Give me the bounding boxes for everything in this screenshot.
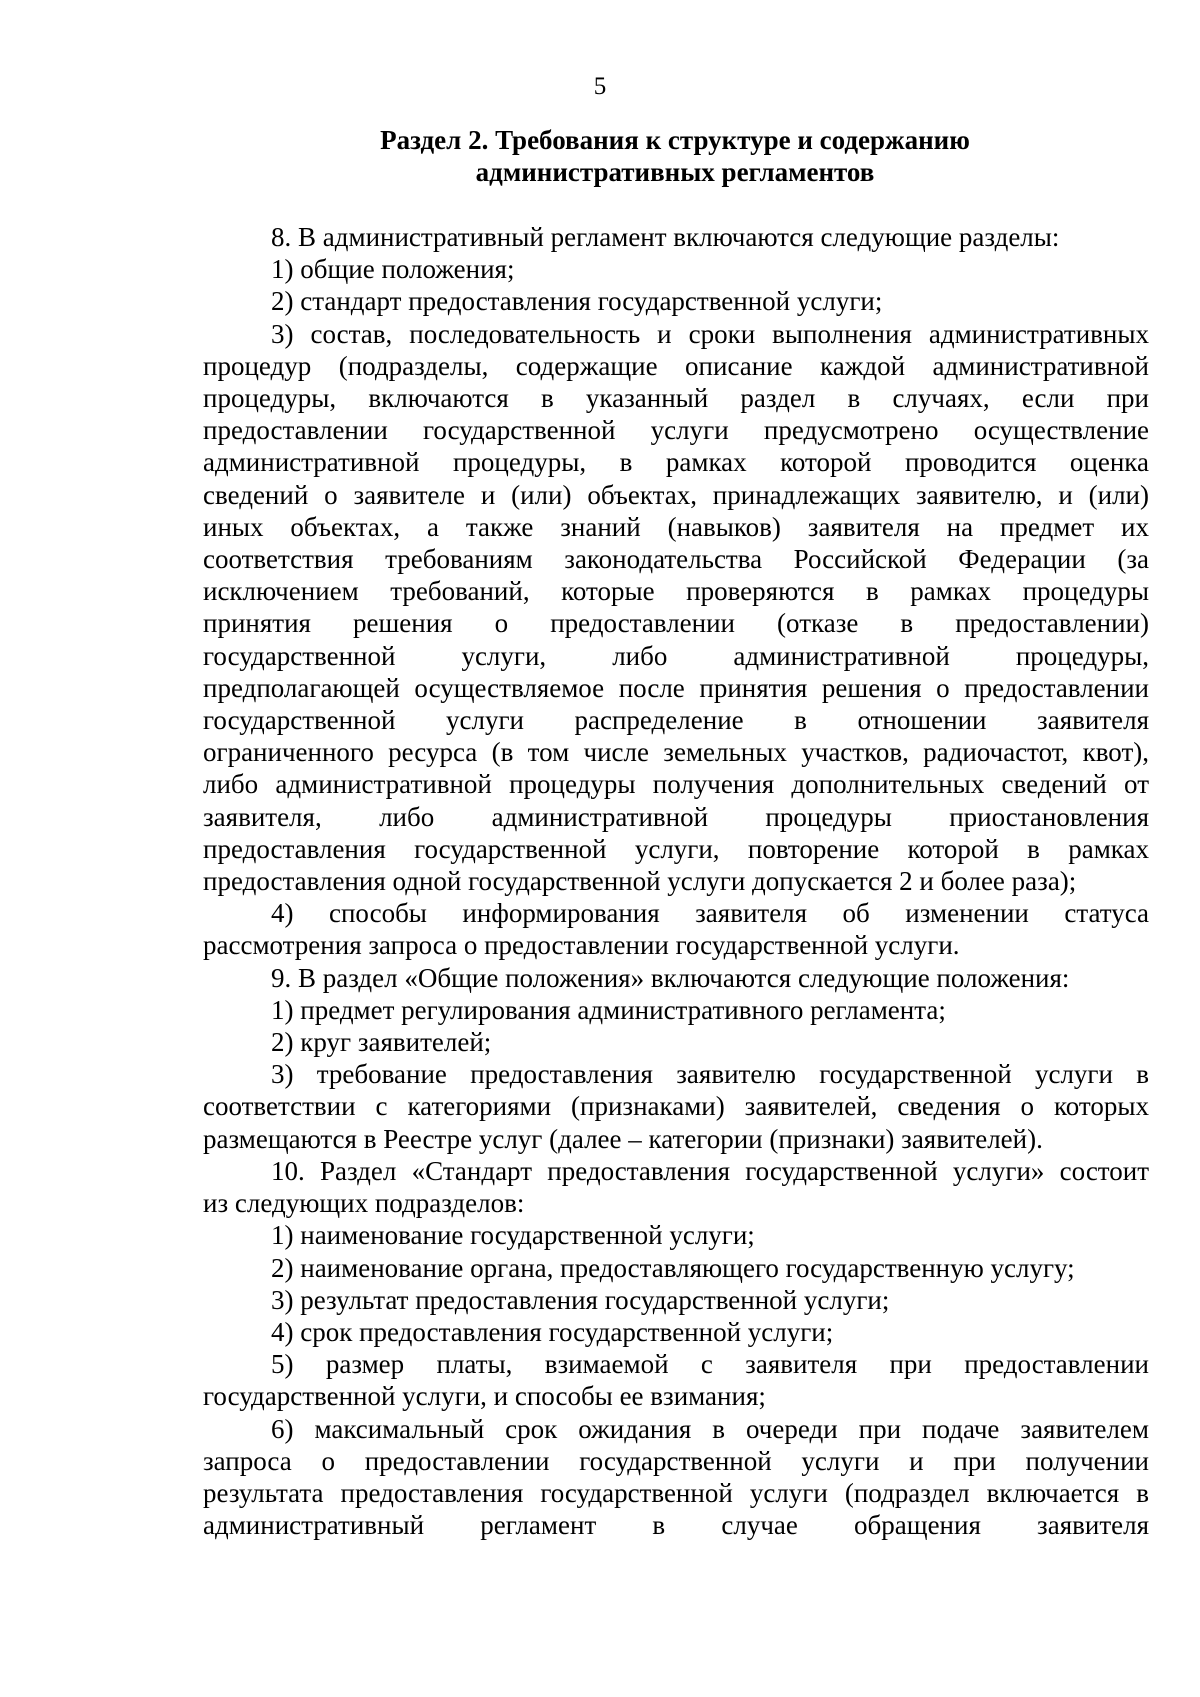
- text-line: 4) способы информирования заявителя об изменении статуса: [271, 898, 1149, 929]
- text-line: результата предоставления государственной услуги (подраздел включается в: [203, 1477, 1149, 1508]
- text-line: сведений о заявителе и (или) объектах, принадлежащих заявителю, и (или): [203, 479, 1149, 510]
- text-line: 8. В административный регламент включаются следующие разделы:: [271, 222, 1060, 252]
- text-line: 2) наименование органа, предоставляющего государственную услугу;: [271, 1252, 1075, 1283]
- text-line: из следующих подразделов:: [203, 1188, 525, 1219]
- text-line: 2) круг заявителей;: [271, 1027, 492, 1058]
- text-line: административной процедуры, в рамках которой проводится оценка: [203, 447, 1149, 478]
- text-line: 3) требование предоставления заявителю государственной услуги в: [271, 1059, 1149, 1090]
- text-line: принятия решения о предоставлении (отказе в предоставлении): [203, 608, 1149, 639]
- text-line: 1) общие положения;: [271, 254, 515, 285]
- text-line: предоставления государственной услуги, повторение которой в рамках: [203, 833, 1149, 864]
- text-line: 1) наименование государственной услуги;: [271, 1220, 755, 1251]
- text-line: 2) стандарт предоставления государственной услуги;: [271, 286, 883, 317]
- document-body: [203, 221, 1149, 1541]
- text-line: предоставления одной государственной услуги допускается 2 и более раза);: [203, 866, 1077, 897]
- text-line: иных объектах, а также знаний (навыков) заявителя на предмет их: [203, 511, 1149, 542]
- text-line: запроса о предоставлении государственной услуги и при получении: [203, 1445, 1149, 1476]
- text-line: предоставлении государственной услуги предусмотрено осуществление: [203, 415, 1149, 446]
- text-line: ограниченного ресурса (в том числе земельных участков, радиочастот, квот),: [203, 737, 1149, 768]
- section-heading-line-1: Раздел 2. Требования к структуре и содержанию: [380, 125, 970, 155]
- text-line: 1) предмет регулирования административного регламента;: [271, 994, 946, 1025]
- text-line: либо административной процедуры получения дополнительных сведений от: [203, 769, 1149, 800]
- text-line: процедуры, включаются в указанный раздел в случаях, если при: [203, 383, 1149, 414]
- text-line: заявителя, либо административной процедуры приостановления: [203, 801, 1149, 832]
- text-line: соответствии с категориями (признаками) заявителей, сведения о которых: [203, 1091, 1149, 1122]
- text-line: соответствия требованиям законодательства Российской Федерации (за: [203, 544, 1149, 575]
- section-heading: [250, 124, 1100, 188]
- text-line: 5) размер платы, взимаемой с заявителя при предоставлении: [271, 1349, 1149, 1380]
- text-line: государственной услуги, либо административной процедуры,: [203, 640, 1149, 671]
- text-line: 10. Раздел «Стандарт предоставления государственной услуги» состоит: [271, 1155, 1149, 1186]
- text-line: 3) результат предоставления государственной услуги;: [271, 1284, 890, 1315]
- text-line: государственной услуги распределение в отношении заявителя: [203, 705, 1149, 736]
- text-line: 3) состав, последовательность и сроки выполнения административных: [271, 318, 1149, 349]
- text-line: размещаются в Реестре услуг (далее – категории (признаки) заявителей).: [203, 1123, 1043, 1154]
- text-line: административный регламент в случае обращения заявителя: [203, 1510, 1149, 1541]
- page-number: 5: [593, 73, 607, 100]
- text-line: предполагающей осуществляемое после принятия решения о предоставлении: [203, 672, 1149, 703]
- text-line: процедур (подразделы, содержащие описание каждой административной: [203, 350, 1149, 381]
- text-line: 6) максимальный срок ожидания в очереди при подаче заявителем: [271, 1413, 1149, 1444]
- text-line: исключением требований, которые проверяются в рамках процедуры: [203, 576, 1149, 607]
- text-line: 9. В раздел «Общие положения» включаются следующие положения:: [271, 962, 1070, 993]
- text-line: государственной услуги, и способы ее взимания;: [203, 1381, 766, 1412]
- text-line: 4) срок предоставления государственной услуги;: [271, 1316, 834, 1347]
- section-heading-line-2: административных регламентов: [475, 157, 875, 187]
- text-line: рассмотрения запроса о предоставлении государственной услуги.: [203, 930, 960, 961]
